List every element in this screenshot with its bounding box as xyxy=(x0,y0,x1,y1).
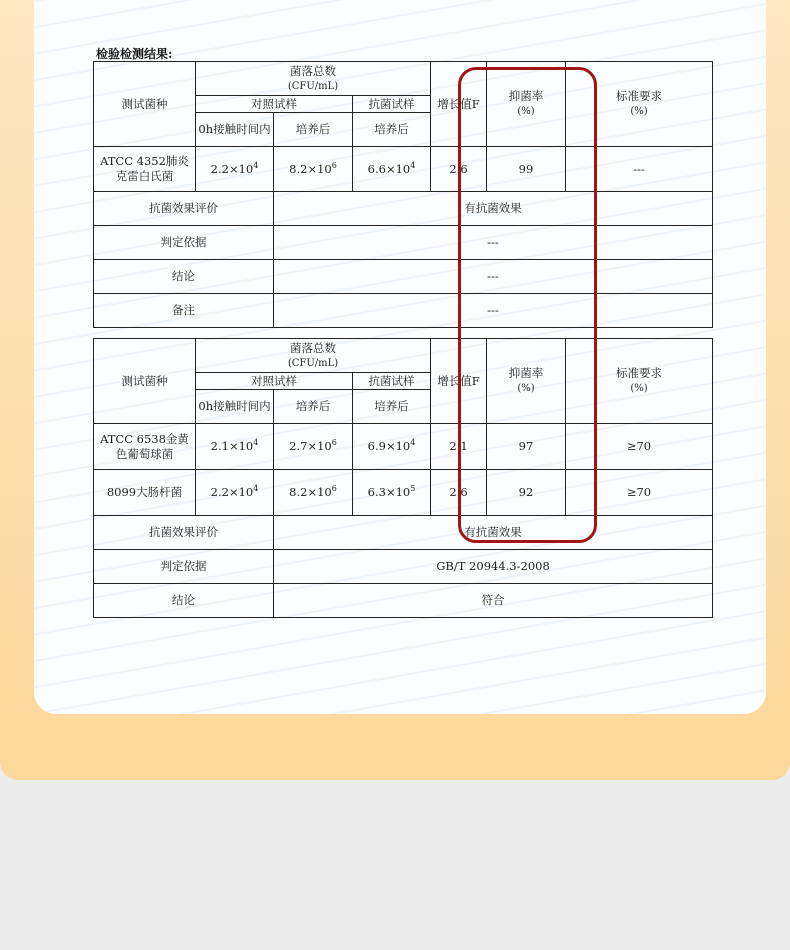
value-cell: $2.1\times 10^4$ xyxy=(196,424,274,470)
header-standard: 标准要求 (%) xyxy=(566,339,713,424)
header-control: 对照试样 xyxy=(196,96,353,113)
basis-value: GB/T 20944.3-2008 xyxy=(274,550,713,584)
header-0h: 0h接触时间内 xyxy=(196,390,274,424)
basis-value: --- xyxy=(274,226,713,260)
header-test-strain: 测试菌种 xyxy=(94,339,196,424)
rate-cell: 97 xyxy=(487,424,566,470)
inhibition-highlight-box xyxy=(458,67,597,543)
growth-cell: 2.6 xyxy=(431,470,487,516)
section-title: 检验检测结果: xyxy=(96,47,173,61)
header-0h: 0h接触时间内 xyxy=(196,113,274,147)
remark-value: --- xyxy=(274,294,713,328)
rate-cell: 99 xyxy=(487,147,566,192)
standard-cell: ≥70 xyxy=(566,470,713,516)
strain-cell: ATCC 6538金黄色葡萄球菌 xyxy=(94,424,196,470)
header-colony-total: 菌落总数 (CFU/mL) xyxy=(196,339,431,373)
conclusion-value: --- xyxy=(274,260,713,294)
growth-cell: 2.1 xyxy=(431,424,487,470)
header-antibacterial: 抗菌试样 xyxy=(353,373,431,390)
value-cell: $6.3\times 10^5$ xyxy=(353,470,431,516)
eval-label: 抗菌效果评价 xyxy=(94,516,274,550)
header-colony-total: 菌落总数 (CFU/mL) xyxy=(196,62,431,96)
conclusion-label: 结论 xyxy=(94,260,274,294)
growth-cell: 2.6 xyxy=(431,147,487,192)
eval-label: 抗菌效果评价 xyxy=(94,192,274,226)
results-table-1 xyxy=(93,61,713,328)
strain-cell: 8099大肠杆菌 xyxy=(94,470,196,516)
header-antibacterial: 抗菌试样 xyxy=(353,96,431,113)
rate-cell: 92 xyxy=(487,470,566,516)
eval-value: 有抗菌效果 xyxy=(274,192,713,226)
header-growth: 增长值F xyxy=(431,62,487,147)
header-inhibition: 抑菌率 (%) xyxy=(487,339,566,424)
table-row xyxy=(94,147,713,192)
header-after-control: 培养后 xyxy=(274,113,353,147)
table-row xyxy=(94,470,713,516)
header-control: 对照试样 xyxy=(196,373,353,390)
value-cell: $8.2\times 10^6$ xyxy=(274,147,353,192)
header-standard: 标准要求 (%) xyxy=(566,62,713,147)
header-growth: 增长值F xyxy=(431,339,487,424)
header-inhibition: 抑菌率 (%) xyxy=(487,62,566,147)
strain-cell: ATCC 4352肺炎克雷白氏菌 xyxy=(94,147,196,192)
value-cell: $6.6\times 10^4$ xyxy=(353,147,431,192)
standard-cell: ≥70 xyxy=(566,424,713,470)
remark-label: 备注 xyxy=(94,294,274,328)
header-after-antibacterial: 培养后 xyxy=(353,390,431,424)
standard-cell: --- xyxy=(566,147,713,192)
value-cell: $2.7\times 10^6$ xyxy=(274,424,353,470)
header-after-control: 培养后 xyxy=(274,390,353,424)
basis-label: 判定依据 xyxy=(94,550,274,584)
conclusion-label: 结论 xyxy=(94,584,274,618)
value-cell: $2.2\times 10^4$ xyxy=(196,147,274,192)
value-cell: $2.2\times 10^4$ xyxy=(196,470,274,516)
header-after-antibacterial: 培养后 xyxy=(353,113,431,147)
basis-label: 判定依据 xyxy=(94,226,274,260)
eval-value: 有抗菌效果 xyxy=(274,516,713,550)
conclusion-value: 符合 xyxy=(274,584,713,618)
results-table-2 xyxy=(93,338,713,618)
value-cell: $8.2\times 10^6$ xyxy=(274,470,353,516)
table-row xyxy=(94,424,713,470)
header-test-strain: 测试菌种 xyxy=(94,62,196,147)
value-cell: $6.9\times 10^4$ xyxy=(353,424,431,470)
